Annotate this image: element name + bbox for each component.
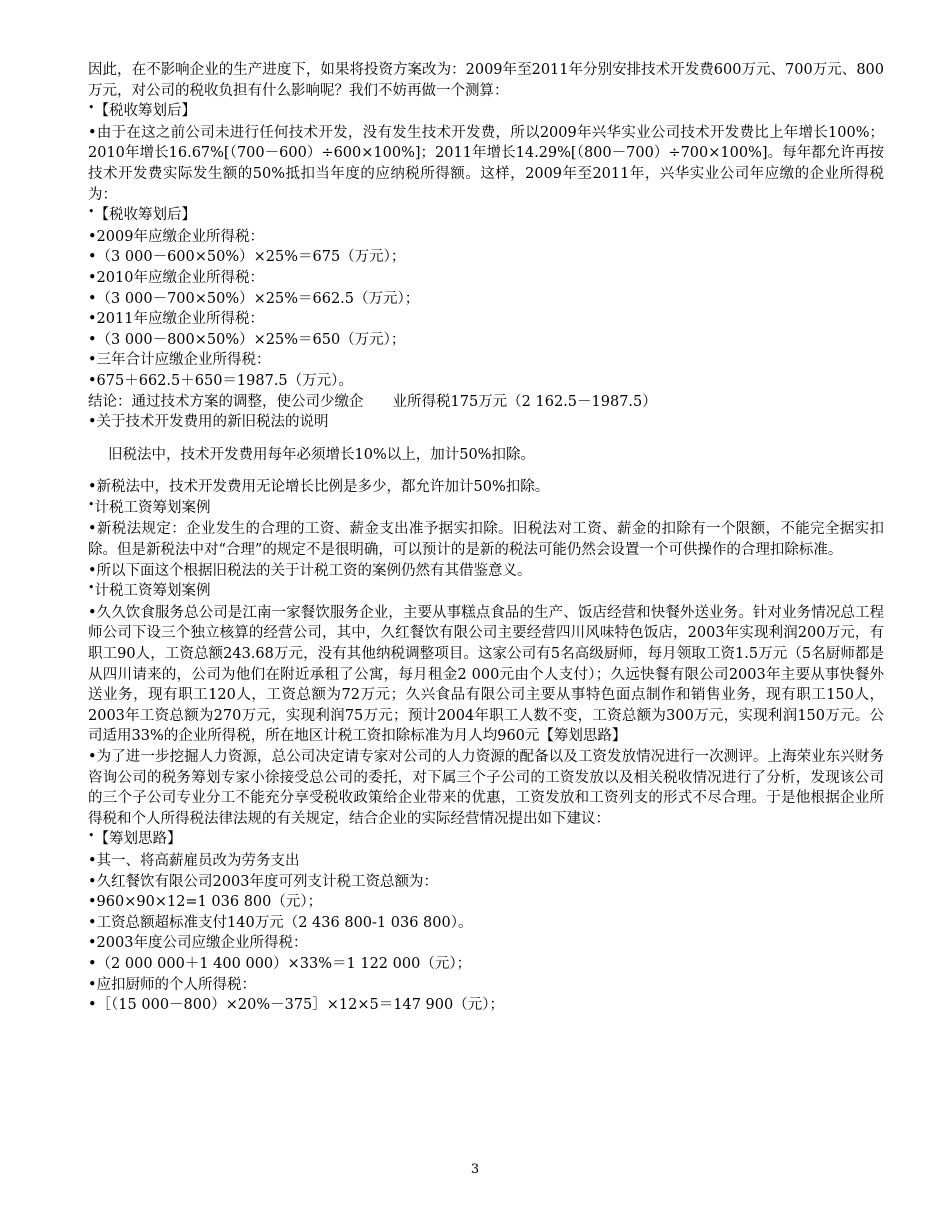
bullet-icon: • [88, 205, 95, 219]
intro-paragraph: 因此，在不影响企业的生产进度下，如果将投资方案改为：2009年至2011年分别安排技术开发费600万元、700万元、800万元，对公司的税收负担有什么影响呢？我们不妨再做一个测算： [88, 62, 884, 99]
calc-line: •（2 000 000＋1 400 000）×33%＝1 122 000（元）； [88, 955, 472, 972]
case-description-paragraph: •久久饮食服务总公司是江南一家餐饮服务企业，主要从事糕点食品的生产、饭店经营和快餐外送业务。针对业务情况总工程师公司下设三个独立核算的经营公司，其中，久红餐饮有限公司主要经营四川风味特色饭店，2003年实现利润200万元，有职工90人，工资总额243.68万元，没有其他纳税调整项目。这家公司有5名高级厨师，每月领取工资1.5万元（5名厨师都是从四川请来的，公司为他们在附近承租了公寓，每月租金2 000元由个人支付）；久远快餐有限公司2003年主要从事快餐外送业务，现有职工120人，工资总额为72万元；久兴食品有限公司主要从事特色面点制作和销售业务，现有职工150人，2003年工资总额为270万元，实现利润75万元；预计2004年职工人数不变，工资总额为300万元，实现利润150万元。公司适用33%的企业所得税，所在地区计税工资扣除标准为月人均960元【筹划思路】 [88, 604, 884, 745]
calc-line: •2009年应缴企业所得税： [88, 228, 264, 245]
calc-line: •久红餐饮有限公司2003年度可列支计税工资总额为： [88, 873, 438, 890]
old-law-paragraph: 旧税法中，技术开发费用每年必须增长10%以上，加计50%扣除。 [108, 446, 535, 463]
calc-line: •（3 000－600×50%）×25%＝675（万元）； [88, 249, 406, 266]
calc-line: •2010年应缴企业所得税： [88, 269, 264, 286]
document-body [88, 60, 884, 1016]
wage-case-heading: •计税工资筹划案例 [88, 497, 211, 516]
calc-line: •［（15 000－800）×20%－375］×12×5＝147 900（元）； [88, 997, 504, 1014]
page-number: 3 [470, 1162, 480, 1177]
bullet-icon: • [88, 497, 95, 511]
bullet-icon: • [88, 581, 95, 595]
consultant-analysis-paragraph: •为了进一步挖掘人力资源，总公司决定请专家对公司的人力资源的配备以及工资发放情况进行一次测评。上海荣业东兴财务咨询公司的税务筹划专家小徐接受总公司的委托，对下属三个子公司的工资发放以及相关税收情况进行了分析，发现该公司的三个子公司专业分工不能充分享受税收政策给企业带来的优惠，工资发放和工资列支的形式不尽合理。于是他根据企业所得税和个人所得税法律法规的有关规定，结合企业的实际经营情况提出如下建议： [88, 749, 884, 827]
new-law-wage-paragraph: •新税法规定：企业发生的合理的工资、薪金支出准予据实扣除。旧税法对工资、薪金的扣除有一个限额，不能完全据实扣除。但是新税法中对“合理”的规定不是很明确，可以预计的是新的税法可能仍然会设置一个可供操作的合理扣除标准。 [88, 521, 884, 559]
calc-line: •（3 000－700×50%）×25%＝662.5（万元）； [88, 290, 420, 307]
calc-line: •其一、将高薪雇员改为劳务支出 [88, 852, 300, 869]
new-law-paragraph: •新税法中，技术开发费用无论增长比例是多少，都允许加计50%扣除。 [88, 479, 550, 496]
tech-expense-paragraph: •由于在这之前公司未进行任何技术开发，没有发生技术开发费，所以2009年兴华实业公司技术开发费比上年增长100%；2010年增长16.67%[（700－600）÷600×100%]；2011年增长14.29%[（800－700）÷700×100%]。每年都允许再按技术开发费实际发生额的50%抵扣当年度的应纳税所得额。这样，2009年至2011年，兴华实业公司年应缴的企业所得税为： [88, 124, 884, 203]
conclusion-line: 结论：通过技术方案的调整，使公司少缴企 业所得税175万元（2 162.5－1987.5） [88, 393, 657, 410]
calc-line: •三年合计应缴企业所得税： [88, 352, 271, 369]
calc-line: •工资总额超标准支付140万元（2 436 800-1 036 800）。 [88, 914, 473, 931]
wage-case-heading-2: •计税工资筹划案例 [88, 581, 211, 600]
old-new-law-heading: •关于技术开发费用的新旧税法的说明 [88, 414, 329, 431]
section-heading-after-planning-2: •【税收筹划后】 [88, 205, 196, 224]
calc-line: •675＋662.5＋650＝1987.5（万元）。 [88, 372, 353, 389]
reference-note: •所以下面这个根据旧税法的关于计税工资的案例仍然有其借鉴意义。 [88, 562, 532, 579]
bullet-icon: • [88, 101, 95, 115]
section-heading-after-planning: •【税收筹划后】 [88, 101, 196, 120]
calc-line: •应扣厨师的个人所得税： [88, 976, 257, 993]
calc-line: •960×90×12=1 036 800（元）； [88, 894, 323, 911]
bullet-icon: • [88, 829, 95, 843]
calc-line: •2011年应缴企业所得税： [88, 311, 264, 328]
calc-line: •2003年度公司应缴企业所得税： [88, 935, 308, 952]
calc-line: •（3 000－800×50%）×25%＝650（万元）； [88, 331, 406, 348]
planning-idea-heading: •【筹划思路】 [88, 829, 182, 848]
